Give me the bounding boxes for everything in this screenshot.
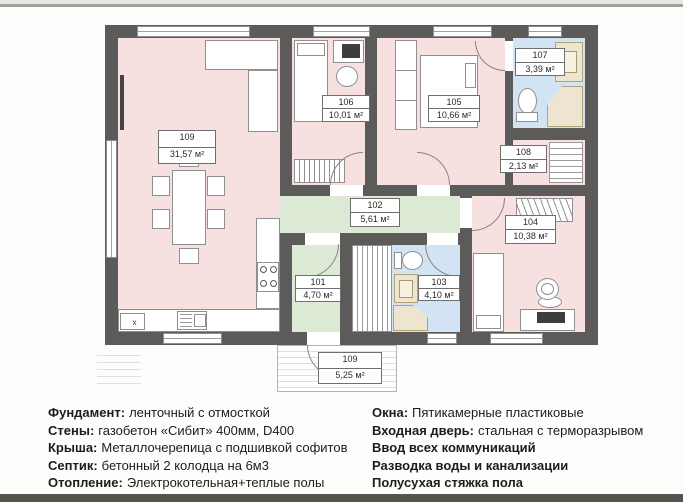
spec-value: бетонный 2 колодца на 6м3 bbox=[101, 457, 269, 473]
entrance-door-opening bbox=[307, 332, 340, 345]
room-number: 105 bbox=[429, 96, 479, 109]
spec-value: стальная с терморазрывом bbox=[478, 422, 644, 438]
room-number: 108 bbox=[501, 146, 546, 160]
room-area: 5,25 м² bbox=[335, 369, 365, 380]
burner-icon bbox=[270, 280, 277, 287]
toilet-bowl-103 bbox=[402, 251, 423, 270]
door-opening-106 bbox=[330, 185, 363, 196]
dining-chair bbox=[207, 176, 225, 196]
room-number: 104 bbox=[506, 216, 555, 230]
room-label-102 bbox=[350, 198, 400, 227]
room-area: 3,39 м² bbox=[525, 63, 555, 74]
door-opening-104 bbox=[460, 198, 472, 228]
room-area: 10,38 м² bbox=[513, 231, 548, 241]
spec-label: Крыша: bbox=[48, 440, 98, 455]
laptop bbox=[537, 312, 565, 323]
spec-utilities bbox=[372, 439, 677, 457]
spec-windows bbox=[372, 404, 677, 422]
spec-value: газобетон «Сибит» 400мм, D400 bbox=[98, 422, 295, 438]
room-number: 106 bbox=[323, 96, 369, 109]
spec-value: ленточный с отмосткой bbox=[129, 405, 270, 420]
toilet-tank-107 bbox=[516, 112, 538, 122]
window-top-living bbox=[137, 26, 250, 37]
built-in-wardrobe bbox=[352, 245, 392, 332]
room-label-108 bbox=[500, 145, 547, 173]
room-label-porch bbox=[318, 352, 382, 384]
wardrobe-105 bbox=[395, 40, 417, 130]
desk-104 bbox=[520, 309, 575, 331]
burner-icon bbox=[260, 266, 267, 273]
room-label-103 bbox=[418, 275, 460, 301]
dining-chair bbox=[152, 176, 170, 196]
desk-chair-106 bbox=[336, 66, 358, 87]
window-top-105 bbox=[433, 26, 492, 37]
pillow bbox=[465, 63, 476, 88]
room-label-101 bbox=[295, 275, 341, 302]
window-top-106 bbox=[313, 26, 370, 37]
window-left-living bbox=[106, 140, 117, 258]
spec-list-left bbox=[48, 404, 370, 492]
sink-basin bbox=[194, 314, 206, 327]
burner-icon bbox=[270, 266, 277, 273]
sink-bowl bbox=[399, 280, 413, 298]
spec-label: Полусухая стяжка пола bbox=[372, 475, 523, 490]
spec-entry-door bbox=[372, 422, 677, 440]
pot-inner bbox=[541, 283, 554, 295]
sink-drainer bbox=[180, 314, 192, 327]
room-number: 101 bbox=[296, 276, 340, 289]
photo-edge-top-line bbox=[0, 4, 683, 7]
room-label-106 bbox=[322, 95, 370, 122]
stove bbox=[257, 262, 279, 292]
pillow bbox=[297, 43, 325, 56]
side-steps bbox=[97, 349, 141, 385]
spec-walls bbox=[48, 422, 370, 440]
dining-chair bbox=[179, 248, 199, 264]
room-number: 103 bbox=[419, 276, 459, 289]
spec-label: Входная дверь: bbox=[372, 422, 474, 438]
spec-label: Стены: bbox=[48, 422, 95, 438]
door-opening-107 bbox=[505, 41, 513, 71]
sofa-side-section bbox=[248, 70, 278, 132]
room-number: 109 bbox=[159, 131, 215, 148]
room-label-109 bbox=[158, 130, 216, 164]
sofa-top-section bbox=[205, 40, 278, 70]
spec-floor-screed bbox=[372, 474, 677, 492]
spec-label: Окна: bbox=[372, 405, 409, 420]
tv bbox=[120, 75, 124, 130]
room-label-104 bbox=[505, 215, 556, 244]
burner-icon bbox=[260, 280, 267, 287]
spec-label: Фундамент: bbox=[48, 405, 126, 420]
spec-value: Металлочерепица с подшивкой софитов bbox=[101, 440, 348, 455]
toilet-tank-103 bbox=[394, 252, 402, 269]
hanger-rack-108 bbox=[549, 142, 583, 183]
room-area: 31,57 м² bbox=[169, 148, 205, 159]
pillow bbox=[476, 315, 501, 329]
room-area: 10,01 м² bbox=[328, 110, 364, 120]
room-area: 2,13 м² bbox=[508, 160, 539, 171]
room-number: 109 bbox=[319, 353, 381, 369]
spec-label: Ввод всех коммуникаций bbox=[372, 440, 536, 455]
toilet-bowl-107 bbox=[518, 88, 537, 114]
room-area: 10,66 м² bbox=[436, 110, 472, 120]
spec-label: Отопление: bbox=[48, 475, 123, 490]
photo-edge-bottom bbox=[0, 494, 683, 502]
room-label-107 bbox=[515, 48, 565, 76]
spec-heating bbox=[48, 474, 370, 492]
floor-plan bbox=[105, 25, 598, 380]
fridge-mark: x bbox=[132, 318, 137, 327]
room-number: 107 bbox=[516, 49, 564, 63]
spec-label: Разводка воды и канализации bbox=[372, 457, 569, 473]
window-bottom-kitchen bbox=[163, 333, 222, 344]
room-label-105 bbox=[428, 95, 480, 122]
room-area: 4,70 м² bbox=[303, 290, 333, 300]
window-bottom-103 bbox=[427, 333, 457, 344]
room-area: 5,61 м² bbox=[360, 214, 390, 224]
spec-value: Электрокотельная+теплые полы bbox=[126, 475, 325, 490]
spec-roof bbox=[48, 439, 370, 457]
room-number: 102 bbox=[351, 199, 399, 213]
spec-septic bbox=[48, 457, 370, 475]
fridge bbox=[120, 313, 145, 330]
spec-plumbing bbox=[372, 457, 677, 475]
room-area: 4,10 м² bbox=[424, 290, 454, 300]
spec-label: Септик: bbox=[48, 457, 98, 473]
kitchen-sink bbox=[177, 311, 207, 330]
spec-foundation bbox=[48, 404, 370, 422]
dining-chair bbox=[207, 209, 225, 229]
printer bbox=[342, 44, 360, 58]
spec-value: Пятикамерные пластиковые bbox=[412, 405, 584, 420]
sink-103 bbox=[394, 274, 418, 303]
dining-chair bbox=[152, 209, 170, 229]
dining-table bbox=[172, 170, 206, 245]
door-opening-105 bbox=[417, 185, 450, 196]
bed-104 bbox=[473, 253, 504, 332]
plant-pot bbox=[536, 278, 559, 300]
corridor-opening bbox=[280, 196, 292, 233]
window-top-107 bbox=[528, 26, 562, 37]
desk-106 bbox=[333, 40, 364, 63]
window-bottom-104 bbox=[490, 333, 543, 344]
spec-list-right bbox=[372, 404, 677, 492]
